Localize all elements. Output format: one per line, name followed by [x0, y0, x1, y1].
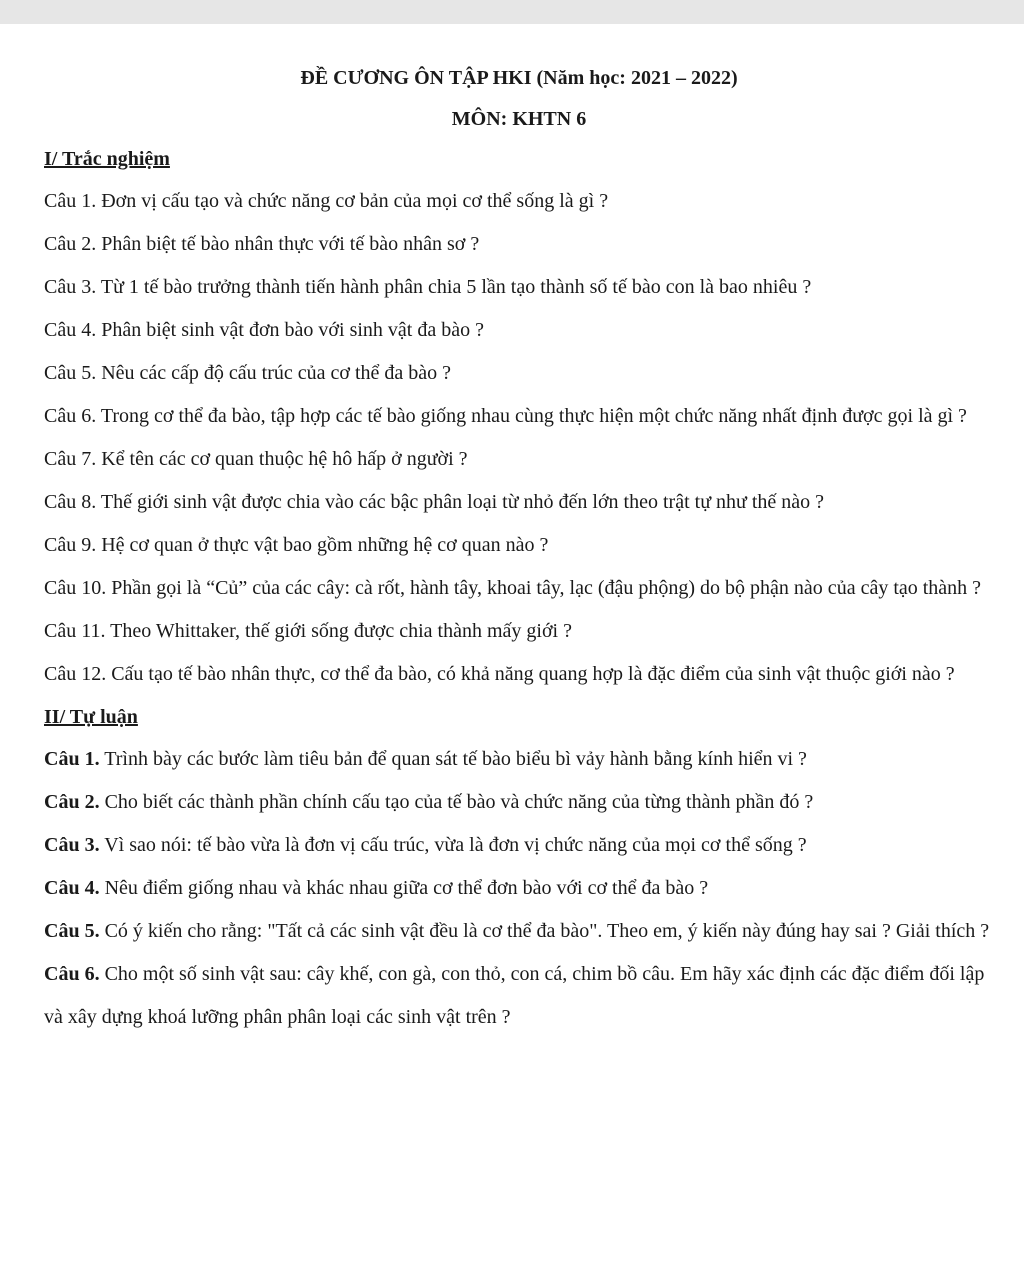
question-number: Câu 8.	[44, 491, 97, 513]
question-item	[44, 824, 994, 867]
question-number: Câu 1.	[44, 748, 100, 770]
question-text: Thế giới sinh vật được chia vào các bậc phân loại từ nhỏ đến lớn theo trật tự như thế nào ?	[96, 491, 825, 513]
question-text: Cho biết các thành phần chính cấu tạo của tế bào và chức năng của từng thành phần đó ?	[99, 791, 814, 813]
section-essay	[44, 696, 994, 1039]
question-item	[44, 309, 994, 352]
question-text: Nêu điểm giống nhau và khác nhau giữa cơ thể đơn bào với cơ thể đa bào ?	[99, 877, 709, 899]
question-number: Câu 4.	[44, 877, 100, 899]
question-number: Câu 9.	[44, 534, 97, 556]
question-item	[44, 395, 994, 438]
question-number: Câu 12.	[44, 663, 107, 685]
question-item	[44, 653, 994, 696]
question-text: Phần gọi là “Củ” của các cây: cà rốt, hành tây, khoai tây, lạc (đậu phộng) do bộ phận nào của cây tạo thành ?	[106, 577, 982, 599]
section-heading-essay: II/ Tự luận	[44, 706, 138, 728]
question-text: Kể tên các cơ quan thuộc hệ hô hấp ở người ?	[96, 448, 468, 470]
question-number: Câu 3.	[44, 276, 97, 298]
section-multiple-choice	[44, 138, 994, 696]
question-item	[44, 781, 994, 824]
question-item	[44, 352, 994, 395]
question-number: Câu 5.	[44, 362, 97, 384]
question-number: Câu 3.	[44, 834, 100, 856]
question-number: Câu 6.	[44, 963, 100, 985]
question-text: Từ 1 tế bào trưởng thành tiến hành phân chia 5 lần tạo thành số tế bào con là bao nhiêu ?	[96, 276, 812, 298]
question-number: Câu 11.	[44, 620, 106, 642]
question-item	[44, 610, 994, 653]
question-text: Đơn vị cấu tạo và chức năng cơ bản của mọi cơ thể sống là gì ?	[96, 190, 609, 212]
question-item	[44, 567, 994, 610]
question-item	[44, 180, 994, 223]
question-number: Câu 2.	[44, 233, 97, 255]
document-title: ĐỀ CƯƠNG ÔN TẬP HKI (Năm học: 2021 – 2022)	[300, 67, 738, 89]
question-item	[44, 738, 994, 781]
question-number: Câu 5.	[44, 920, 100, 942]
question-text: Phân biệt tế bào nhân thực với tế bào nhân sơ ?	[96, 233, 480, 255]
question-number: Câu 1.	[44, 190, 97, 212]
question-item	[44, 266, 994, 309]
question-number: Câu 4.	[44, 319, 97, 341]
question-item	[44, 910, 994, 953]
question-text: Cho một số sinh vật sau: cây khế, con gà, con thỏ, con cá, chim bồ câu. Em hãy xác định các đặc điểm đối lập và xây dựng khoá lưỡng phân phân loại các sinh vật trên ?	[44, 963, 985, 1028]
question-number: Câu 6.	[44, 405, 97, 427]
question-item	[44, 953, 994, 1039]
question-text: Trong cơ thể đa bào, tập hợp các tế bào giống nhau cùng thực hiện một chức năng nhất định được gọi là gì ?	[96, 405, 967, 427]
question-text: Theo Whittaker, thế giới sống được chia thành mấy giới ?	[105, 620, 572, 642]
question-item	[44, 223, 994, 266]
question-text: Nêu các cấp độ cấu trúc của cơ thể đa bào ?	[96, 362, 452, 384]
question-text: Phân biệt sinh vật đơn bào với sinh vật đa bào ?	[96, 319, 484, 341]
question-item	[44, 481, 994, 524]
top-bar	[0, 0, 1024, 24]
question-text: Trình bày các bước làm tiêu bản để quan sát tế bào biểu bì vảy hành bằng kính hiển vi ?	[99, 748, 807, 770]
question-number: Câu 10.	[44, 577, 107, 599]
question-item	[44, 524, 994, 567]
question-text: Vì sao nói: tế bào vừa là đơn vị cấu trúc, vừa là đơn vị chức năng của mọi cơ thể sống ?	[99, 834, 807, 856]
question-number: Câu 2.	[44, 791, 100, 813]
document-page	[44, 56, 994, 1039]
question-text: Hệ cơ quan ở thực vật bao gồm những hệ cơ quan nào ?	[96, 534, 549, 556]
question-text: Có ý kiến cho rằng: "Tất cả các sinh vật đều là cơ thể đa bào". Theo em, ý kiến này đúng hay sai ? Giải thích ?	[99, 920, 990, 942]
question-item	[44, 867, 994, 910]
question-text: Cấu tạo tế bào nhân thực, cơ thể đa bào, có khả năng quang hợp là đặc điểm của sinh vật thuộc giới nào ?	[106, 663, 955, 685]
section-heading-multiple-choice: I/ Trắc nghiệm	[44, 148, 170, 170]
question-item	[44, 438, 994, 481]
document-subject: MÔN: KHTN 6	[451, 108, 587, 130]
question-number: Câu 7.	[44, 448, 97, 470]
